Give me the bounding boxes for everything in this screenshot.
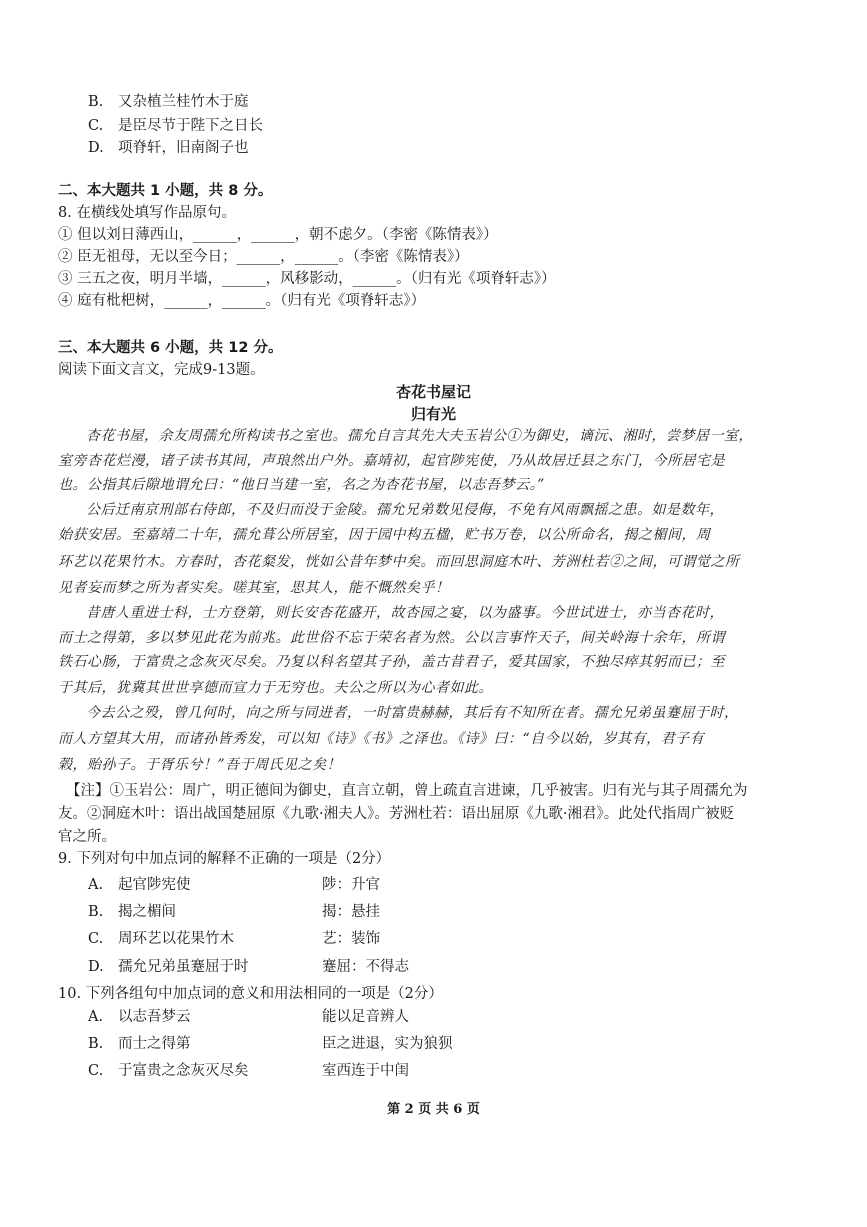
passage-line: 于其后，犹冀其世世享德而宣力于无穷也。夫公之所以为心者如此。 bbox=[58, 680, 493, 696]
passage-line: 而士之得第，多以梦见此花为前兆。此世俗不忘于荣名者为然。公以言事忤天子，间关岭海十余年，所谓 bbox=[58, 630, 725, 646]
section3-heading: 三、本大题共 6 小题，共 12 分。 bbox=[58, 340, 283, 356]
q10-option-a bbox=[88, 1006, 688, 1028]
option-phrase-compare: 臣之进退，实为狼狈 bbox=[322, 1036, 453, 1052]
passage-title: 杏花书屋记 bbox=[395, 383, 471, 401]
option-text: 是臣尽节于陛下之日长 bbox=[118, 118, 263, 134]
option-phrase: 揭之楣间 bbox=[118, 904, 176, 920]
option-phrase-compare: 能以足音辨人 bbox=[322, 1009, 409, 1025]
option-label: B. bbox=[88, 1036, 104, 1052]
option-label: A. bbox=[88, 1009, 104, 1025]
option-gloss: 陟：升官 bbox=[322, 877, 380, 893]
option-phrase: 孺允兄弟虽蹇屈于时 bbox=[118, 959, 249, 975]
question-8-stem: 8. 在横线处填写作品原句。 bbox=[58, 205, 236, 221]
passage-line: 室旁杏花烂漫，诸子读书其间，声琅然出户外。嘉靖初，起官陟宪使，乃从故居迁县之东门，今所居宅是 bbox=[58, 453, 725, 469]
passage-line: 公后迁南京刑部右侍郎，不及归而没于金陵。孺允兄弟数见侵侮，不免有风雨飘摇之患。如是数年， bbox=[86, 502, 724, 518]
option-text: 又杂植兰桂竹木于庭 bbox=[118, 94, 249, 110]
passage-line: 昔唐人重进士科，士方登第，则长安杏花盛开，故杏园之宴，以为盛事。今世试进士，亦当杏花时， bbox=[86, 605, 724, 621]
option-text: 项脊轩，旧南阁子也 bbox=[118, 140, 249, 156]
option-label: B. bbox=[88, 904, 104, 920]
note-line: 友。②洞庭木叶：语出战国楚屈原《九歌·湘夫人》。芳洲杜若：语出屈原《九歌·湘君》。此处代指周广被贬 bbox=[58, 806, 735, 822]
option-d bbox=[88, 137, 249, 159]
q9-option-a bbox=[88, 874, 688, 896]
question-10-stem: 10. 下列各组句中加点词的意义和用法相同的一项是（2分） bbox=[58, 986, 443, 1002]
option-label: A. bbox=[88, 877, 104, 893]
option-phrase: 起官陟宪使 bbox=[118, 877, 191, 893]
option-label: C. bbox=[88, 118, 104, 134]
passage-line: 而人方望其大用，而诸孙皆秀发，可以知《诗》《书》之泽也。《诗》曰：“自今以始，岁其有，君子有 bbox=[58, 731, 705, 747]
option-phrase-compare: 室西连于中闺 bbox=[322, 1063, 409, 1079]
passage-line: 铁石心肠，于富贵之念灰灭尽矣。乃复以科名望其子孙，盖古昔君子，爱其国家，不独尽瘁其躬而已；至 bbox=[58, 654, 725, 670]
option-b bbox=[88, 91, 249, 113]
passage-line: 环艺以花果竹木。方春时，杏花粲发，恍如公昔年梦中矣。而回思洞庭木叶、芳洲杜若②之间，可谓觉之所 bbox=[58, 554, 740, 570]
option-label: C. bbox=[88, 931, 104, 947]
option-gloss: 蹇屈：不得志 bbox=[322, 959, 409, 975]
option-label: D. bbox=[88, 959, 104, 975]
passage-line: 始获安居。至嘉靖二十年，孺允葺公所居室，因于园中构五楹，贮书万卷，以公所命名，揭之楣间，周 bbox=[58, 527, 711, 543]
option-label: B. bbox=[88, 94, 104, 110]
option-label: D. bbox=[88, 140, 104, 156]
option-gloss: 艺：装饰 bbox=[322, 931, 380, 947]
q9-option-c bbox=[88, 928, 688, 950]
q8-item-3: ③ 三五之夜，明月半墙，______，风移影动，______。（归有光《项脊轩志》） bbox=[58, 271, 556, 287]
passage-author: 归有光 bbox=[410, 405, 456, 423]
passage-line: 也。公指其后隙地谓允曰：“他日当建一室，名之为杏花书屋，以志吾梦云。” bbox=[58, 477, 545, 493]
section3-instruction: 阅读下面文言文，完成9-13题。 bbox=[58, 362, 265, 378]
passage-line: 今去公之殁，曾几何时，向之所与同进者，一时富贵赫赫，其后有不知所在者。孺允兄弟虽蹇屈于时， bbox=[86, 705, 739, 721]
option-c bbox=[88, 115, 263, 137]
q9-option-d bbox=[88, 956, 688, 978]
option-phrase: 周环艺以花果竹木 bbox=[118, 931, 234, 947]
q8-item-4: ④ 庭有枇杷树，______，______。（归有光《项脊轩志》） bbox=[58, 293, 426, 309]
q8-item-2: ② 臣无祖母，无以至今日；______，______。（李密《陈情表》） bbox=[58, 249, 469, 265]
note-line: 官之所。 bbox=[58, 829, 116, 845]
passage-line: 杏花书屋，余友周孺允所构读书之室也。孺允自言其先大夫玉岩公①为御史，谪沅、湘时，尝梦居一室， bbox=[86, 428, 753, 444]
passage-line: 见者妄而梦之所为者实矣。嗟其室，思其人，能不慨然矣乎！ bbox=[58, 580, 450, 596]
note-line: 【注】①玉岩公：周广，明正德间为御史，直言立朝，曾上疏直言进谏，几乎被害。归有光与其子周孺允为 bbox=[66, 783, 748, 799]
q10-option-b bbox=[88, 1033, 688, 1055]
option-phrase: 于富贵之念灰灭尽矣 bbox=[118, 1063, 249, 1079]
passage-line: 榖，贻孙子。于胥乐兮！”吾于周氏见之矣！ bbox=[58, 757, 342, 773]
option-phrase: 以志吾梦云 bbox=[118, 1009, 191, 1025]
question-9-stem: 9. 下列对句中加点词的解释不正确的一项是（2分） bbox=[58, 851, 391, 867]
q10-option-c bbox=[88, 1060, 688, 1082]
option-label: C. bbox=[88, 1063, 104, 1079]
q8-item-1: ① 但以刘日薄西山，______，______，朝不虑夕。（李密《陈情表》） bbox=[58, 227, 498, 243]
option-phrase: 而士之得第 bbox=[118, 1036, 191, 1052]
q9-option-b bbox=[88, 901, 688, 923]
page-number-footer: 第 2 页 共 6 页 bbox=[387, 1102, 480, 1117]
section2-heading: 二、本大题共 1 小题，共 8 分。 bbox=[58, 183, 273, 199]
option-gloss: 揭：悬挂 bbox=[322, 904, 380, 920]
